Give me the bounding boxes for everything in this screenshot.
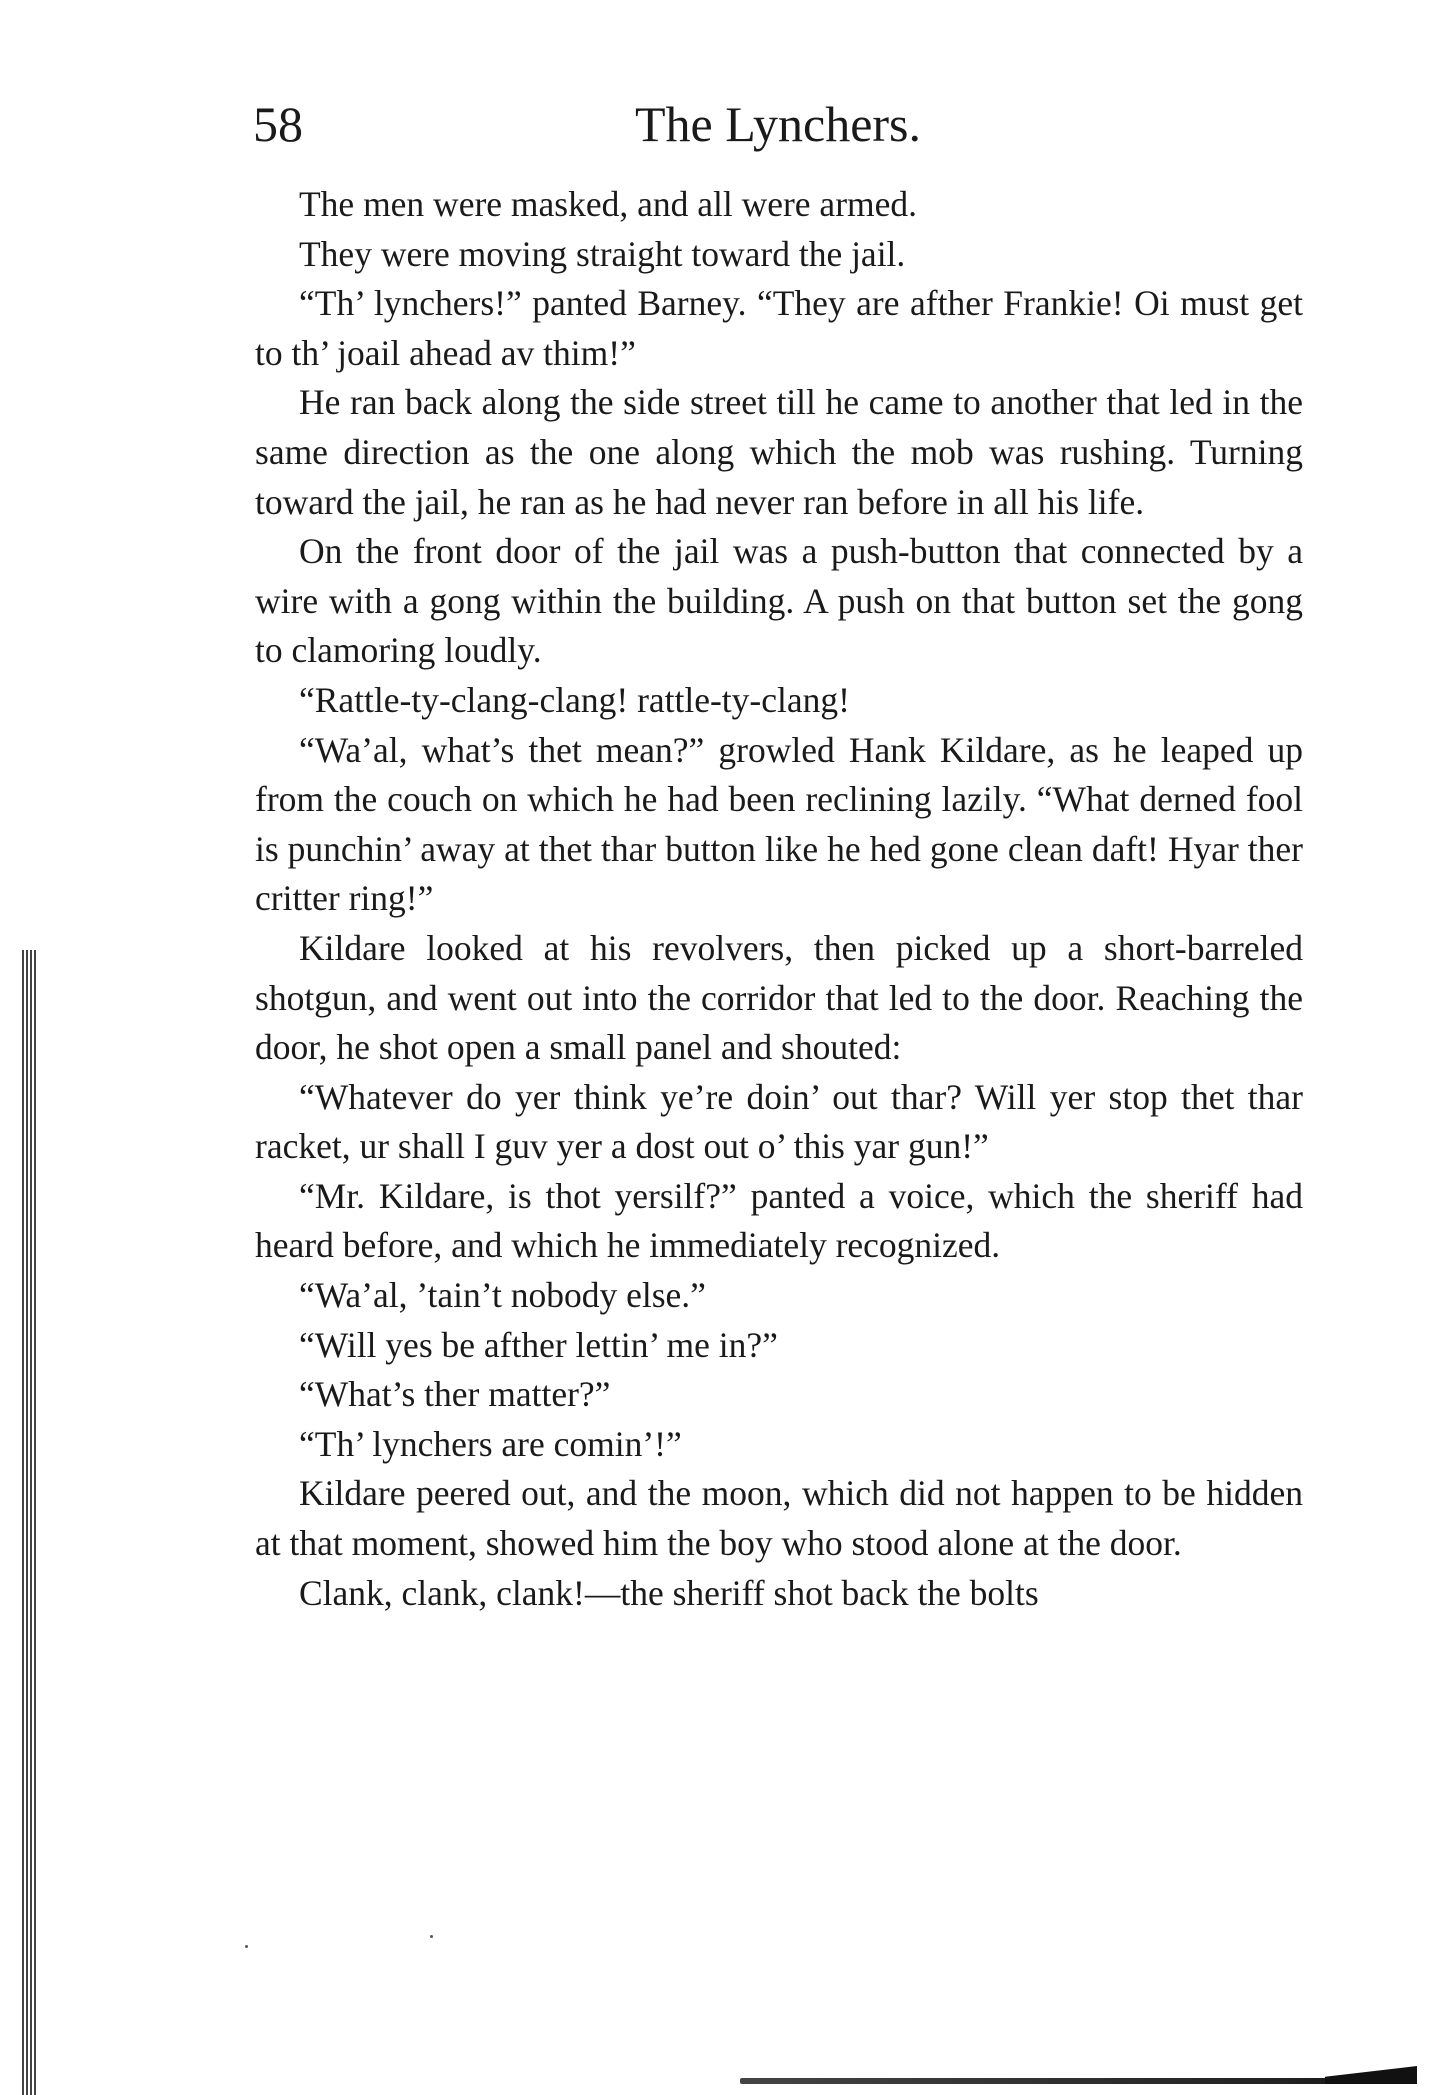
scan-speck xyxy=(245,1945,248,1948)
paragraph: “Whatever do yer think ye’re doin’ out thar? Will yer stop thet thar racket, ur shall I guv yer a dost out o’ this yar gun!” xyxy=(255,1076,1303,1167)
paragraph: Kildare looked at his revolvers, then picked up a short-barreled shotgun, and went out into the corridor that led to the door. Reaching the door, he shot open a small panel and shouted: xyxy=(255,927,1303,1068)
paragraph: “Th’ lynchers are comin’!” xyxy=(299,1423,682,1464)
paragraph: “Wa’al, ’tain’t nobody else.” xyxy=(299,1275,706,1316)
running-title: The Lynchers. xyxy=(634,96,921,152)
paragraph: “Wa’al, what’s thet mean?” growled Hank Kildare, as he leaped up from the couch on which he had been reclining lazily. “What derned fool is punchin’ away at thet thar button like he hed gone clean daft! Hyar ther critter ring!” xyxy=(255,729,1303,919)
bottom-scan-rule xyxy=(740,2078,1415,2084)
paragraph: Kildare peered out, and the moon, which did not happen to be hidden at that moment, showed him the boy who stood alone at the door. xyxy=(255,1473,1303,1564)
paragraph: “Rattle-ty-clang-clang! rattle-ty-clang! xyxy=(299,679,850,720)
page-header xyxy=(253,92,1303,156)
body-text xyxy=(255,180,1303,1618)
paragraph: The men were masked, and all were armed. xyxy=(299,184,918,224)
page-number: 58 xyxy=(253,96,303,152)
paragraph: “Mr. Kildare, is thot yersilf?” panted a voice, which the sheriff had heard before, and which he immediately recognized. xyxy=(255,1175,1303,1266)
paragraph: On the front door of the jail was a push-button that connected by a wire with a gong within the building. A push on that button set the gong to clamoring loudly. xyxy=(255,531,1303,671)
paragraph: Clank, clank, clank!—the sheriff shot back the bolts xyxy=(299,1572,1039,1613)
paragraph: “Will yes be afther lettin’ me in?” xyxy=(299,1324,778,1365)
paragraph: “What’s ther matter?” xyxy=(299,1374,611,1415)
paragraph: “Th’ lynchers!” panted Barney. “They are afther Frankie! Oi must get to th’ joail ahead av thim!” xyxy=(255,283,1303,373)
scan-speck xyxy=(430,1935,433,1938)
bottom-scan-rule-end xyxy=(1325,2066,1417,2084)
paragraph: He ran back along the side street till he came to another that led in the same direction as the one along which the mob was rushing. Turning toward the jail, he ran as he had never ran before in all his life. xyxy=(255,382,1303,522)
paragraph: They were moving straight toward the jail. xyxy=(299,233,906,274)
binding-edge xyxy=(22,950,38,2095)
